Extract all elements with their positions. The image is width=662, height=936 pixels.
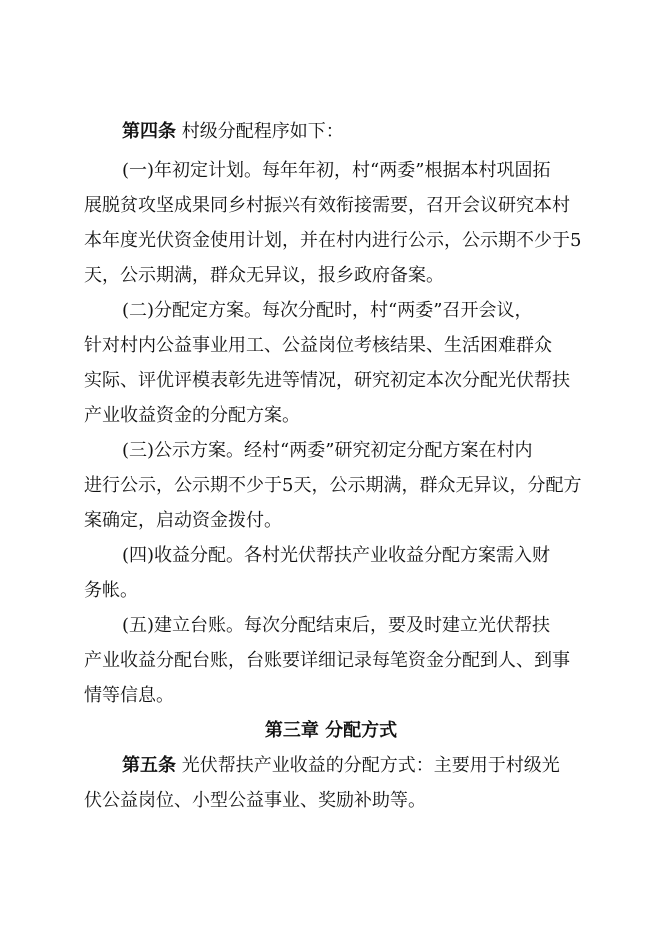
article-4-label: 第四条	[122, 121, 176, 142]
item-4-line-1: (四)收益分配。各村光伏帮扶产业收益分配方案需入财	[122, 545, 551, 566]
article-5-line-2: 伏公益岗位、小型公益事业、奖励补助等。	[84, 790, 426, 811]
item-3-line-3: 案确定，启动资金拨付。	[84, 510, 282, 531]
article-5-text: 光伏帮扶产业收益的分配方式：主要用于村级光	[181, 755, 560, 776]
article-5-label: 第五条	[122, 755, 176, 776]
item-2-line-1: (二)分配定方案。每次分配时，村“两委”召开会议，	[122, 300, 533, 321]
chapter-3-title: 第三章 分配方式	[264, 720, 398, 741]
item-5-line-3: 情等信息。	[84, 685, 174, 706]
article-4-intro: 村级分配程序如下：	[181, 121, 344, 142]
item-2-line-2: 针对村内公益事业用工、公益岗位考核结果、生活困难群众	[84, 335, 552, 356]
item-1-line-1: (一)年初定计划。每年年初，村“两委”根据本村巩固拓	[122, 160, 551, 181]
article-5-line-1	[122, 754, 560, 778]
item-4-line-2: 务帐。	[84, 580, 138, 601]
item-5-line-1: (五)建立台账。每次分配结束后，要及时建立光伏帮扶	[122, 615, 551, 636]
item-2-line-3: 实际、评优评模表彰先进等情况，研究初定本次分配光伏帮扶	[84, 370, 570, 391]
item-1-line-3: 本年度光伏资金使用计划，并在村内进行公示，公示期不少于5	[84, 230, 582, 251]
item-3-line-2: 进行公示，公示期不少于5天，公示期满，群众无异议，分配方	[84, 475, 582, 496]
item-5-line-2: 产业收益分配台账，台账要详细记录每笔资金分配到人、到事	[84, 650, 570, 671]
item-1-line-2: 展脱贫攻坚成果同乡村振兴有效衔接需要，召开会议研究本村	[84, 195, 570, 216]
item-3-line-1: (三)公示方案。经村“两委”研究初定分配方案在村内	[122, 440, 533, 461]
item-2-line-4: 产业收益资金的分配方案。	[84, 405, 300, 426]
item-1-line-4: 天，公示期满，群众无异议，报乡政府备案。	[84, 265, 444, 286]
article-4-heading-line	[122, 120, 344, 144]
